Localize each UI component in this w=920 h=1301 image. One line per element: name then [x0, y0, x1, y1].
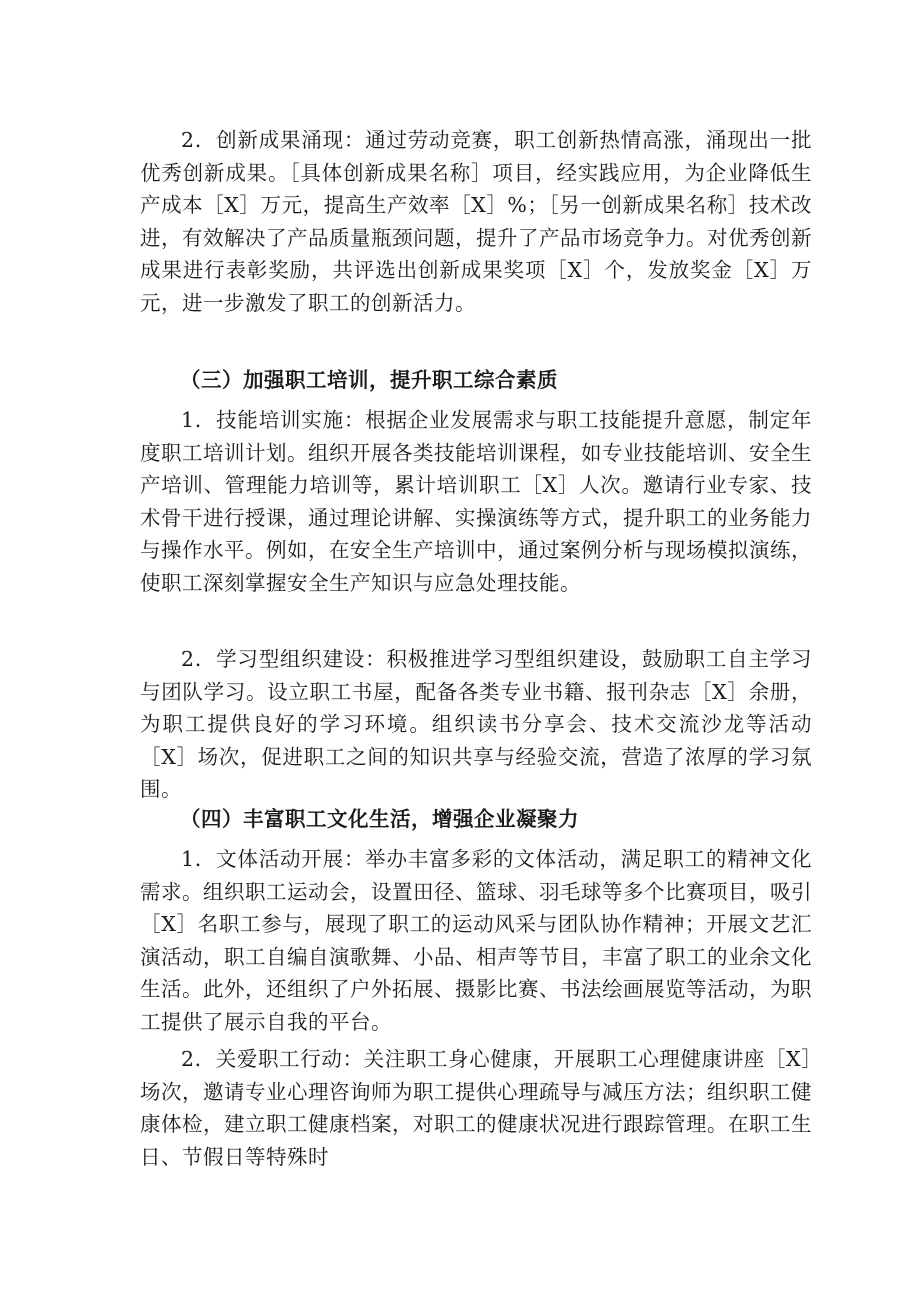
paragraph-employee-care [140, 1043, 812, 1173]
paragraph-text: 2．学习型组织建设：积极推进学习型组织建设，鼓励职工自主学习与团队学习。设立职工书屋，配备各类专业书籍、报刊杂志［X］余册，为职工提供良好的学习环境。组织读书分享会、技术交流沙龙等活动［X］场次，促进职工之间的知识共享与经验交流，营造了浓厚的学习氛围。 [140, 647, 812, 801]
paragraph-text: 1．技能培训实施：根据企业发展需求与职工技能提升意愿，制定年度职工培训计划。组织开展各类技能培训课程，如专业技能培训、安全生产培训、管理能力培训等，累计培训职工［X］人次。邀请行业专家、技术骨干进行授课，通过理论讲解、实操演练等方式，提升职工的业务能力与操作水平。例如，在安全生产培训中，通过案例分析与现场模拟演练，使职工深刻掌握安全生产知识与应急处理技能。 [140, 408, 812, 595]
section-heading-training: （三）加强职工培训，提升职工综合素质 [180, 368, 558, 392]
paragraph-learning-organization [140, 643, 812, 806]
paragraph-text: 2．关爱职工行动：关注职工身心健康，开展职工心理健康讲座［X］场次，邀请专业心理咨询师为职工提供心理疏导与减压方法；组织职工健康体检，建立职工健康档案，对职工的健康状况进行跟踪管理。在职工生日、节假日等特殊时 [140, 1047, 812, 1169]
paragraph-skill-training [140, 404, 812, 599]
paragraph-text: 2．创新成果涌现：通过劳动竞赛，职工创新热情高涨，涌现出一批优秀创新成果。［具体创新成果名称］项目，经实践应用，为企业降低生产成本［X］万元，提高生产效率［X］%；［另一创新成果名称］技术改进，有效解决了产品质量瓶颈问题，提升了产品市场竞争力。对优秀创新成果进行表彰奖励，共评选出创新成果奖项［X］个，发放奖金［X］万元，进一步激发了职工的创新活力。 [140, 128, 812, 315]
paragraph-cultural-activities [140, 843, 812, 1038]
paragraph-text: 1．文体活动开展：举办丰富多彩的文体活动，满足职工的精神文化需求。组织职工运动会，设置田径、篮球、羽毛球等多个比赛项目，吸引［X］名职工参与，展现了职工的运动风采与团队协作精神；开展文艺汇演活动，职工自编自演歌舞、小品、相声等节目，丰富了职工的业余文化生活。此外，还组织了户外拓展、摄影比赛、书法绘画展览等活动，为职工提供了展示自我的平台。 [140, 847, 812, 1034]
paragraph-innovation-results [140, 124, 812, 319]
section-heading-culture: （四）丰富职工文化生活，增强企业凝聚力 [180, 807, 579, 831]
